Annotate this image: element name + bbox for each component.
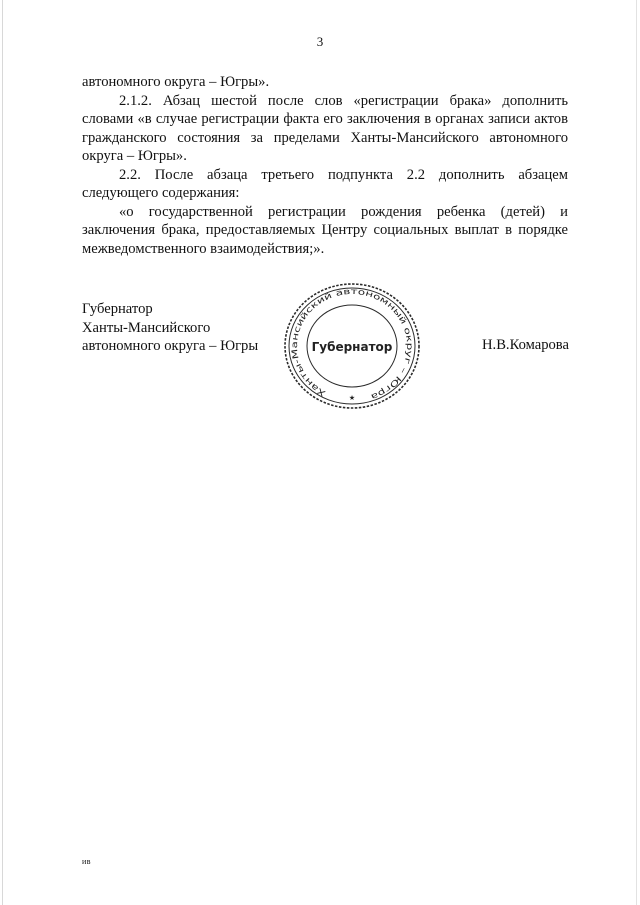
document-body bbox=[82, 73, 568, 258]
footer-initials: ив bbox=[82, 857, 92, 866]
position-line: Ханты-Мансийского bbox=[82, 319, 211, 336]
paragraph: 2.1.2. Абзац шестой после слов «регистрации брака» дополнить словами «в случае регистрации факта его заключения в органах записи актов гражданского состояния за пределами Ханты-Мансийского автономного округа – Югры». bbox=[82, 92, 568, 164]
seal-ring-text: Ханты-Мансийский автономный округ – Югра bbox=[289, 286, 415, 401]
paragraph: «о государственной регистрации рождения ребенка (детей) и заключения брака, предоставляемых Центру социальных выплат в порядке межведомственного взаимодействия;». bbox=[82, 203, 568, 257]
seal-star-icon: ★ bbox=[348, 394, 356, 402]
paragraph: 2.2. После абзаца третьего подпункта 2.2 дополнить абзацем следующего содержания: bbox=[82, 166, 568, 201]
position-line: автономного округа – Югры bbox=[82, 338, 259, 354]
signatory-name: Н.В.Комарова bbox=[482, 337, 569, 353]
page-number: 3 bbox=[316, 34, 324, 49]
seal-center-text: Губернатор bbox=[311, 340, 393, 354]
scan-edge-left bbox=[2, 0, 3, 905]
signatory-position bbox=[82, 300, 258, 356]
position-line: Губернатор bbox=[82, 301, 153, 317]
official-seal-stamp bbox=[282, 282, 422, 412]
paragraph: автономного округа – Югры». bbox=[82, 74, 270, 90]
scan-edge-right bbox=[636, 0, 637, 905]
